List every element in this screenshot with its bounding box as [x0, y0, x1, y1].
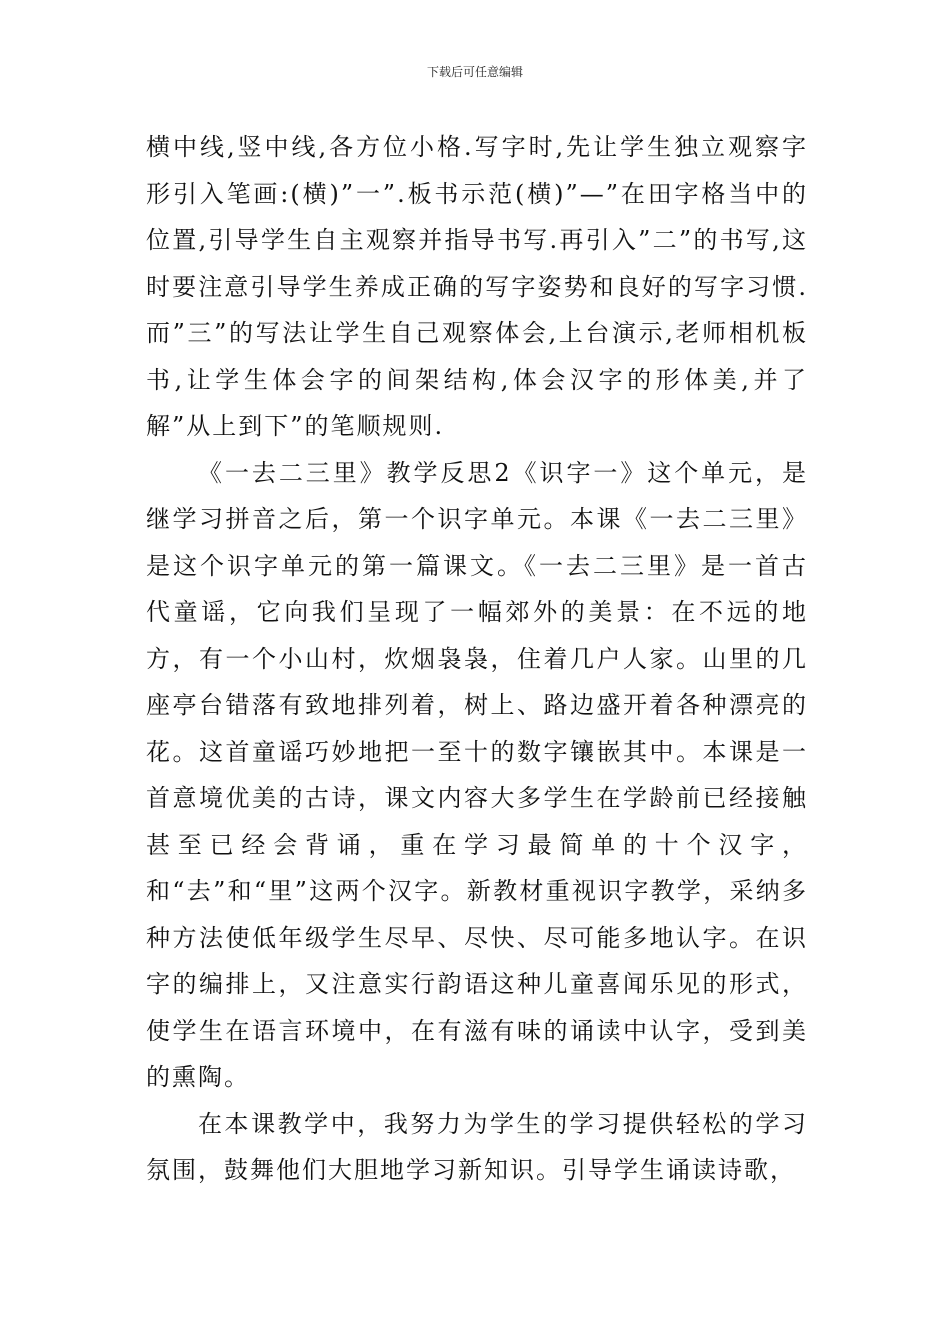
paragraph-2: 《一去二三里》教学反思2《识字一》这个单元，是继学习拼音之后，第一个识字单元。本课《一去二三里》是这个识字单元的第一篇课文。《一去二三里》是一首古代童谣，它向我们呈现了一幅郊外的美景：在不远的地方，有一个小山村，炊烟袅袅，住着几户人家。山里的几座亭台错落有致地排列着，树上、路边盛开着各种漂亮的花。这首童谣巧妙地把一至十的数字镶嵌其中。本课是一首意境优美的古诗，课文内容大多学生在学龄前已经接触甚至已经会背诵，重在学习最简单的十个汉字，和“去”和“里”这两个汉字。新教材重视识字教学，采纳多种方法使低年级学生尽早、尽快、尽可能多地认字。在识字的编排上，又注意实行韵语这种儿童喜闻乐见的形式，使学生在语言环境中，在有滋有味的诵读中认字，受到美的熏陶。	[146, 458, 808, 1091]
paragraph-1: 横中线,竖中线,各方位小格.写字时,先让学生独立观察字形引入笔画:(横)”一”.板书示范(横)”—”在田字格当中的位置,引导学生自主观察并指导书写.再引入”二”的书写,这时要注意引导学生养成正确的写字姿势和良好的写字习惯.而”三”的写法让学生自己观察体会,上台演示,老师相机板书,让学生体会字的间架结构,体会汉字的形体美,并了解”从上到下”的笔顺规则.	[146, 133, 808, 440]
document-body	[146, 124, 808, 1194]
paragraph-3: 在本课教学中，我努力为学生的学习提供轻松的学习氛围，鼓舞他们大胆地学习新知识。引导学生诵读诗歌，	[146, 1109, 808, 1184]
page-header: 下载后可任意编辑	[426, 65, 523, 79]
